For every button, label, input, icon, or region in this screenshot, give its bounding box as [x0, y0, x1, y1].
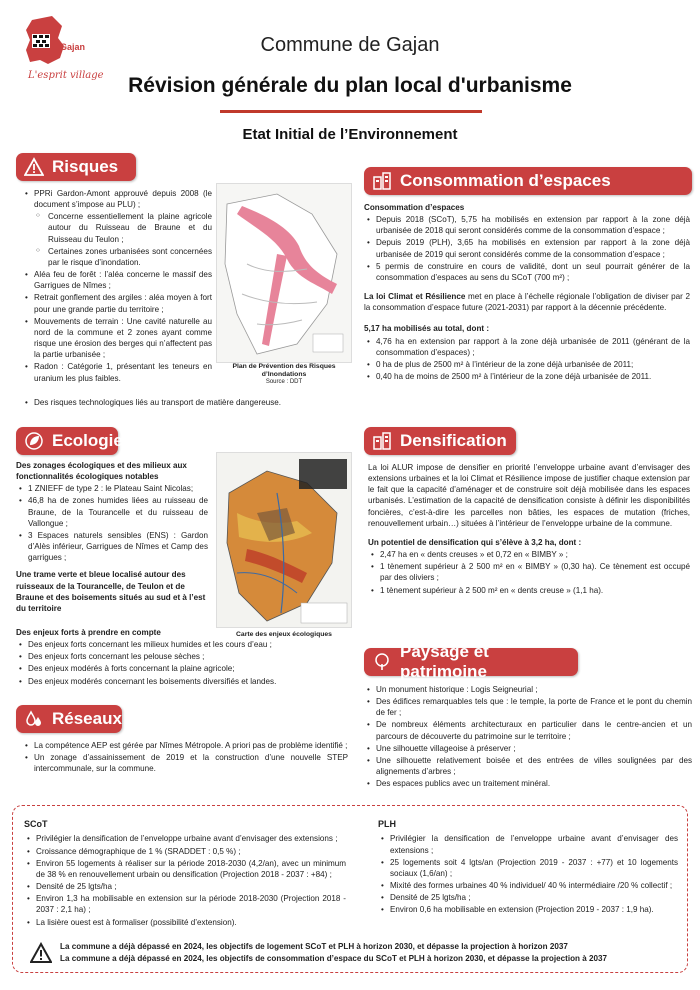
buildings-icon	[372, 431, 392, 451]
list-item: • Retrait gonflement des argiles : aléa moyen à fort pour une grande partie du territoire ;	[22, 292, 212, 314]
list-item: • Des enjeux modérés concernant les boisements diversifiés et landes.	[16, 676, 346, 687]
section-badge-ecologie	[16, 427, 123, 455]
tree-icon	[372, 652, 392, 672]
logo-name: Gajan	[60, 42, 86, 52]
climat-text: met en place à l’échelle régionale l’obligation de diviser par 2 la consommation d’espace future (2021-2031) par rapport à la décennie précédente.	[364, 292, 690, 313]
list-item: • 0,40 ha de moins de 2500 m² à l’intérieur de la zone déjà urbanisée de 2011.	[364, 371, 690, 382]
list-item: • 4,76 ha en extension par rapport à la zone déjà urbanisée de 2011 (générant de la consommation d’espaces) ;	[364, 336, 690, 358]
section-badge-reseaux	[16, 705, 122, 733]
scot-title: SCoT	[24, 819, 48, 829]
list-item: • Privilégier la densification de l’enveloppe urbaine avant d’envisager des extensions ;	[378, 833, 678, 855]
list-item: • 0 ha de plus de 2500 m² à l’intérieur de la zone déjà urbanisée de 2011;	[364, 359, 690, 370]
list-item: • Environ 55 logements à réaliser sur la période 2018-2030 (4,2/an), avec un minimum de 38 % en renouvellement urbain ou densification (Projection 2018 - 2037 : +84) ;	[24, 858, 346, 880]
title-underline	[220, 110, 482, 113]
list-item: • Densité de 25 lgts/ha ;	[24, 881, 346, 892]
logo-tagline: L'esprit village	[28, 70, 104, 81]
list-item: • PPRi Gardon-Amont approuvé depuis 2008 (le document s’impose au PLU) ;	[22, 188, 212, 210]
list-item: • Des enjeux forts concernant les pelouse sèches ;	[16, 651, 346, 662]
leaf-icon	[24, 431, 44, 451]
reseaux-text	[22, 740, 348, 775]
badge-label: Réseaux	[52, 709, 122, 728]
list-item: • Des espaces publics avec un traitement minéral.	[364, 778, 692, 789]
water-drops-icon	[24, 709, 44, 729]
ppri-map-caption	[216, 363, 352, 387]
paysage-text	[364, 684, 692, 790]
list-item: • Privilégier la densification de l’enveloppe urbaine avant d’envisager des extensions ;	[24, 833, 346, 844]
warning-row	[30, 941, 680, 964]
badge-label: Consommation d’espaces	[400, 171, 611, 190]
warning-text	[60, 941, 607, 964]
risques-text	[22, 188, 212, 385]
badge-label: Paysage et patrimoine	[400, 642, 489, 681]
page-title: Révision générale du plan local d'urbanisme	[128, 74, 572, 97]
risques-text-last	[22, 397, 342, 409]
list-item: • 1 tènement supérieur à 2 500 m² en « dents creuse » (1,1 ha).	[368, 585, 690, 596]
list-item: • 1 tènement supérieur à 2 500 m² en « BIMBY » (0,30 ha). Ce tènement est occupé par des oliviers ;	[368, 561, 690, 583]
densification-text	[368, 462, 690, 597]
caption-title: Plan de Prévention des Risques d’Inondations	[232, 363, 336, 379]
section-badge-consommation	[364, 167, 692, 195]
ecologie-text	[16, 460, 208, 615]
alur-paragraph: La loi ALUR impose de densifier en priorité l’enveloppe urbaine avant d’envisager des extensions urbaines et la loi Climat et Résilience impose de justifier chaque extension par le fait que la capacité d’aménager et de construire soit déjà mobilisée dans les espaces urbanisés. L’estimation de la capacité de densification consiste à définir les disponibilités foncières, c’est-à-dire les parcelles non bâties, les espaces de mutation (friches, renouvellement urbain…) situées à l’intérieur de l’enveloppe urbaine de la commune.	[368, 463, 690, 528]
list-item: • 5 permis de construire en cours de validité, dont un seul pourrait générer de la consommation d’espaces au sens du SCoT (700 m²) ;	[364, 261, 690, 283]
warning-icon	[24, 157, 44, 177]
trame-heading: Une trame verte et bleue localisé autour des ruisseaux de la Tourancelle, de Teulon et de Braune et des boisements situés au sud et à l’est du territoire	[16, 570, 206, 613]
section-badge-paysage	[364, 642, 578, 681]
list-item: • 1 ZNIEFF de type 2 : le Plateau Saint Nicolas;	[16, 483, 208, 494]
section-badge-risques	[16, 153, 136, 181]
climat-paragraph	[364, 291, 690, 313]
commune-name: Commune de Gajan	[260, 34, 440, 56]
list-item: • Mixité des formes urbaines 40 % individuel/ 40 % intermédiaire /20 % collectif ;	[378, 880, 678, 891]
conso-heading: Consommation d’espaces	[364, 203, 465, 212]
ecologie-map-caption: Carte des enjeux écologiques	[236, 631, 332, 638]
potentiel-heading: Un potentiel de densification qui s’élève à 3,2 ha, dont :	[368, 537, 582, 547]
list-item: • La compétence AEP est gérée par Nîmes Métropole. A priori pas de problème identifié ;	[22, 740, 348, 751]
climat-law: La loi Climat et Résilience	[364, 292, 466, 302]
list-item: • 25 logements soit 4 lgts/an (Projection 2019 - 2037 : +77) et 10 logements sociaux (1,6/an) ;	[378, 857, 678, 879]
ecologie-map	[216, 452, 352, 628]
consommation-text	[364, 202, 690, 383]
list-item: • Des risques technologiques liés au transport de matière dangereuse.	[22, 397, 342, 408]
section-badge-densification	[364, 427, 516, 455]
enjeux-heading: Des enjeux forts à prendre en compte	[16, 628, 161, 637]
list-item: ○ Concerne essentiellement la plaine agricole autour du Ruisseau de Braune et du Ruisseau du Teulon ;	[22, 211, 212, 244]
plh-title: PLH	[378, 819, 396, 829]
list-item: • 3 Espaces naturels sensibles (ENS) : Gardon d’Alès inférieur, Garrigues de Nîmes et Camp des garrigues ;	[16, 530, 208, 563]
conso-total-heading: 5,17 ha mobilisés au total, dont :	[364, 324, 490, 334]
list-item: • Des enjeux forts concernant les milieux humides et les cours d’eau ;	[16, 639, 346, 650]
list-item: • La lisière ouest est à formaliser (possibilité d’extension).	[24, 917, 346, 928]
list-item: • Mouvements de terrain : Une cavité naturelle au nord de la commune et 2 zones ayant comme risque une érosion des berges qui n’affectent pas la partie urbanisée ;	[22, 316, 212, 361]
list-item: • Des enjeux modérés à forts concernant la plaine agricole;	[16, 663, 346, 674]
page-subtitle: Etat Initial de l’Environnement	[242, 126, 458, 143]
list-item: • Un monument historique : Logis Seigneurial ;	[364, 684, 692, 695]
list-item: • Une silhouette relativement boisée et des entrées de villes soulignées par des alignements d’arbres ;	[364, 755, 692, 777]
list-item: • Aléa feu de forêt : l’aléa concerne le massif des Garrigues de Nîmes ;	[22, 269, 212, 291]
badge-label: Densification	[400, 431, 507, 450]
badge-label: Ecologie	[52, 431, 123, 450]
buildings-icon	[372, 171, 392, 191]
ecologie-heading: Des zonages écologiques et des milieux aux fonctionnalités écologiques notables	[16, 461, 187, 482]
list-item: • Environ 1,3 ha mobilisable en extension sur la période 2018-2030 (Projection 2018 - 2037 : 2,1 ha) ;	[24, 893, 346, 915]
list-item: • Radon : Catégorie 1, présentant les teneurs en uranium les plus faibles.	[22, 361, 212, 383]
warning-icon	[30, 942, 52, 964]
list-item: • Une silhouette villageoise à préserver ;	[364, 743, 692, 754]
list-item: • Densité de 25 lgts/ha ;	[378, 892, 678, 903]
scot-column	[24, 818, 346, 929]
caption-source: Source : DDT	[265, 379, 303, 386]
plh-column	[378, 818, 678, 917]
ppri-map	[216, 183, 352, 363]
warning-line-2: La commune a déjà dépassé en 2024, les objectifs de consommation d’espace du SCoT et PLH à horizon 2030, et dépasse la projection à 2037	[60, 953, 607, 963]
list-item: • 2,47 ha en « dents creuses » et 0,72 en « BIMBY » ;	[368, 549, 690, 560]
list-item: • Depuis 2019 (PLH), 3,65 ha mobilisés en extension par rapport à la zone déjà urbanisée de 2019 qui seront considérés comme de la consommation d’espace ;	[364, 237, 690, 259]
list-item: • Environ 0,6 ha mobilisable en extension (Projection 2019 - 2037 : 1,9 ha).	[378, 904, 678, 915]
list-item: • 46,8 ha de zones humides liées au ruisseau de Braune, de la Tourancelle et du ruisseau de Vallongue ;	[16, 495, 208, 528]
list-item: • De nombreux éléments architecturaux en particulier dans le centre-ancien et un parcours de découverte du patrimoine sur le territoire ;	[364, 719, 692, 741]
list-item: • Un zonage d’assainissement de 2019 et la construction d’une nouvelle STEP intercommunale, sur la commune.	[22, 752, 348, 774]
badge-label: Risques	[52, 157, 119, 176]
warning-line-1: La commune a déjà dépassé en 2024, les objectifs de logement SCoT et PLH à horizon 2030, et dépasse la projection à horizon 2037	[60, 942, 568, 951]
list-item: • Des édifices remarquables tels que : le temple, la porte de France et le pont du chemin de fer ;	[364, 696, 692, 718]
list-item: ○ Certaines zones urbanisées sont concernées par le risque d’inondation.	[22, 246, 212, 268]
list-item: • Depuis 2018 (SCoT), 5,75 ha mobilisés en extension par rapport à la zone déjà urbanisée de 2018 qui seront considérés comme de la consommation d’espace ;	[364, 214, 690, 236]
list-item: • Croissance démographique de 1 % (SRADDET : 0,5 %) ;	[24, 846, 346, 857]
